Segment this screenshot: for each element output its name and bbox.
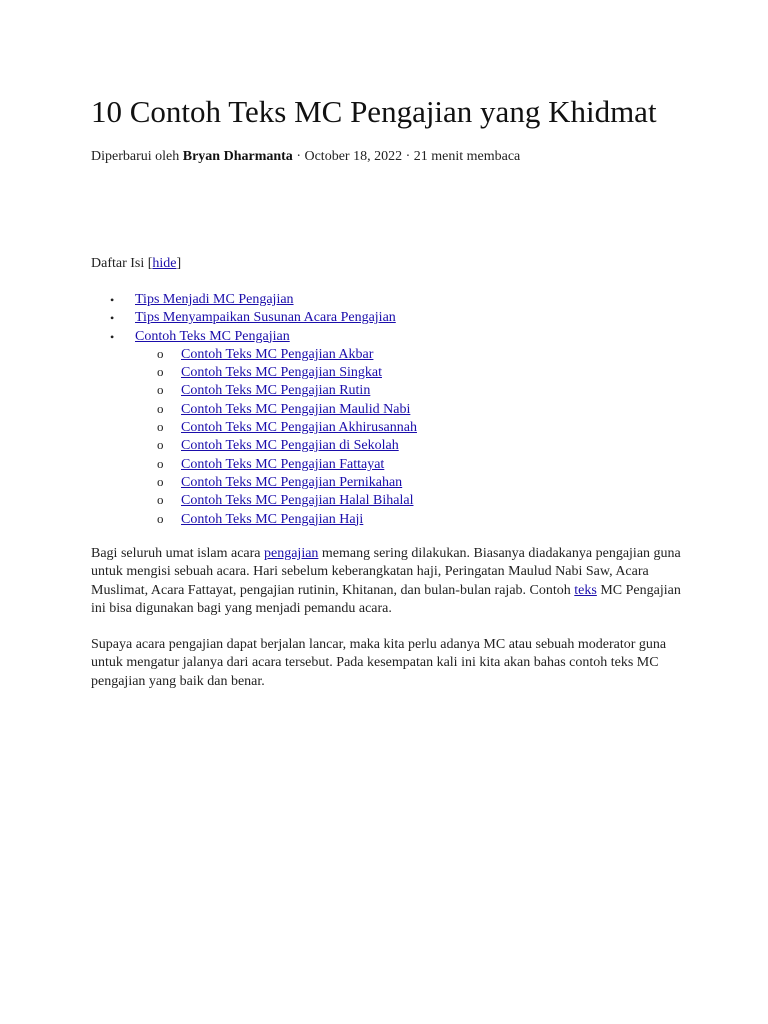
toc-heading [91,255,181,273]
toc-link-rutin[interactable]: Contoh Teks MC Pengajian Rutin [181,383,371,399]
circle-bullet-icon: o [157,455,164,471]
toc-subitem [91,511,417,529]
bullet-icon: • [110,311,115,326]
toc-link-tips-menjadi-mc[interactable]: Tips Menjadi MC Pengajian [135,292,294,307]
circle-bullet-icon: o [157,382,164,398]
toc-title-bracket: ] [176,256,182,271]
circle-bullet-icon: o [157,510,164,526]
toc-list [91,291,417,346]
circle-bullet-icon: o [157,473,164,489]
toc-link-pernikahan[interactable]: Contoh Teks MC Pengajian Pernikahan [181,474,403,490]
paragraph-text: MC Pengajian ini bisa digunakan bagi yang menjadi pemandu acara. [91,582,681,617]
toc-link-singkat[interactable]: Contoh Teks MC Pengajian Singkat [181,365,382,381]
toc-link-tips-susunan-acara[interactable]: Tips Menyampaikan Susunan Acara Pengajian [135,310,396,326]
meta-separator: · [292,149,305,164]
toc-link-haji[interactable]: Contoh Teks MC Pengajian Haji [181,511,364,527]
toc-subitem [91,364,417,382]
publish-date: October 18, 2022 [304,149,403,164]
toc-item [91,328,417,346]
toc-hide-link[interactable]: hide [152,256,177,271]
bullet-icon: • [110,329,115,344]
toc-subitem [91,456,417,474]
circle-bullet-icon: o [157,364,164,380]
read-time: 21 menit membaca [413,149,521,164]
toc-link-di-sekolah[interactable]: Contoh Teks MC Pengajian di Sekolah [181,438,399,454]
toc-link-contoh-teks-mc[interactable]: Contoh Teks MC Pengajian [135,328,290,344]
paragraph-text: memang sering dilakukan. Biasanya diadakanya pengajian guna untuk mengisi sebuah acara. Hari sebelum keberangkatan haji, Peringatan Maulud Nabi Saw, Acara Muslimat, Acara Fattayat, pengajian rutinin, Khitanan, dan bulan-bulan rajab. Contoh [91,546,681,598]
toc-subitem [91,419,417,437]
toc-item [91,309,417,327]
article-meta [91,148,520,166]
paragraph-text: Bagi seluruh umat islam acara [91,546,264,561]
circle-bullet-icon: o [157,419,164,435]
toc-sublist [91,346,417,529]
circle-bullet-icon: o [157,437,164,453]
circle-bullet-icon: o [157,345,164,361]
intro-paragraph [91,545,683,619]
circle-bullet-icon: o [157,400,164,416]
teks-link[interactable]: teks [574,582,597,598]
meta-separator: · [402,149,414,164]
second-paragraph: Supaya acara pengajian dapat berjalan lancar, maka kita perlu adanya MC atau sebuah moderator guna untuk mengatur jalanya dari acara tersebut. Pada kesempatan kali ini kita akan bahas contoh teks MC pengajian yang baik dan benar. [91,637,667,689]
toc-subitem [91,401,417,419]
toc-item [91,291,417,309]
page-title: 10 Contoh Teks MC Pengajian yang Khidmat [91,94,657,129]
toc-link-akhirusannah[interactable]: Contoh Teks MC Pengajian Akhirusannah [181,420,417,436]
toc-link-halal-bihalal[interactable]: Contoh Teks MC Pengajian Halal Bihalal [181,493,414,509]
circle-bullet-icon: o [157,492,164,508]
toc-subitem [91,437,417,455]
pengajian-link[interactable]: pengajian [264,546,319,561]
toc-link-akbar[interactable]: Contoh Teks MC Pengajian Akbar [181,346,374,362]
toc-subitem [91,474,417,492]
toc-subitem [91,382,417,400]
toc-subitem [91,492,417,510]
toc-link-fattayat[interactable]: Contoh Teks MC Pengajian Fattayat [181,456,385,472]
toc-link-maulid-nabi[interactable]: Contoh Teks MC Pengajian Maulid Nabi [181,401,411,417]
toc-title-text: Daftar Isi [ [91,256,153,271]
meta-prefix: Diperbarui oleh [91,149,183,164]
author-name: Bryan Dharmanta [182,149,293,164]
bullet-icon: • [110,293,115,307]
toc-subitem [91,346,417,364]
table-of-contents [91,291,417,529]
